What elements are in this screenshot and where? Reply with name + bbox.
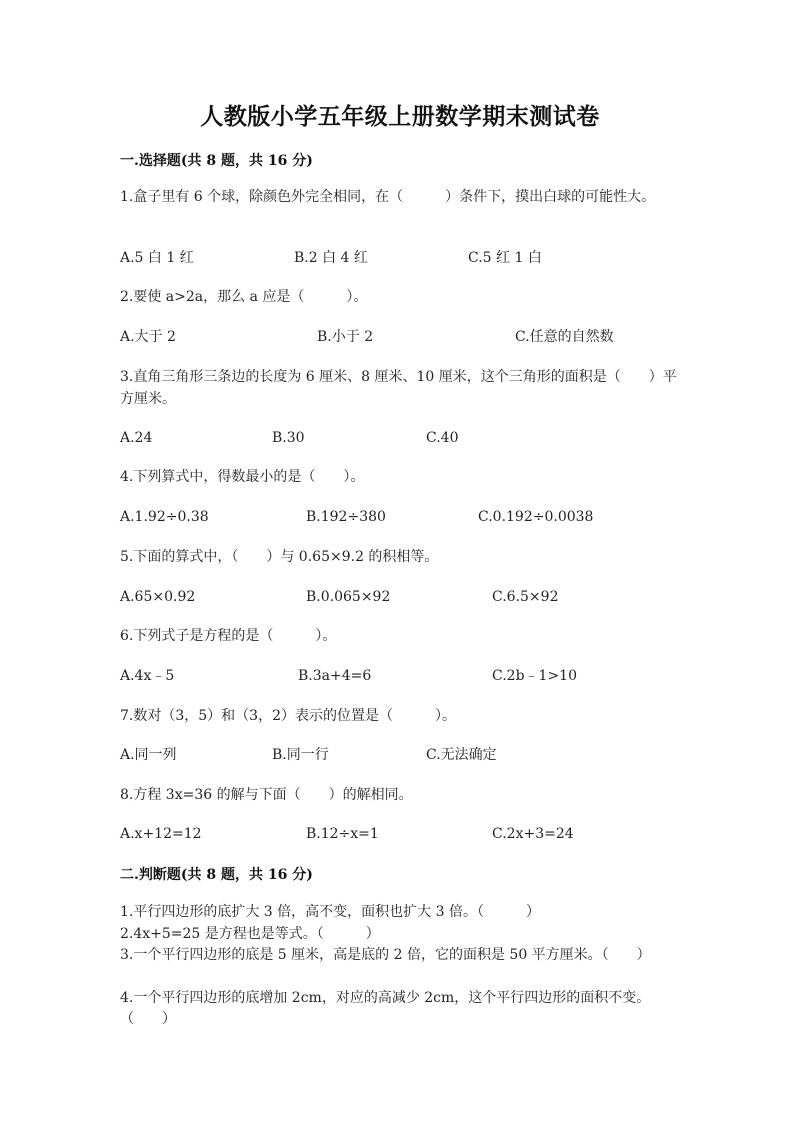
option-a: A.x+12=12 (120, 826, 202, 842)
judgment-item-1: 1.平行四边形的底扩大 3 倍，高不变，面积也扩大 3 倍。（ ） (120, 904, 540, 920)
option-c: C.任意的自然数 (515, 329, 614, 345)
option-b: B.2 白 4 红 (294, 250, 368, 266)
question-1: 1.盒子里有 6 个球，除颜色外完全相同，在（ ）条件下，摸出白球的可能性大。 (120, 189, 656, 205)
option-c: C.无法确定 (426, 747, 497, 763)
option-a: A.65×0.92 (120, 589, 196, 605)
section-heading-choice: 一.选择题(共 8 题，共 16 分) (120, 153, 313, 169)
option-a: A.5 白 1 红 (120, 250, 194, 266)
question-5: 5.下面的算式中，（ ）与 0.65×9.2 的积相等。 (120, 549, 439, 565)
option-b: B.3a+4=6 (298, 668, 372, 684)
option-c: C.5 红 1 白 (468, 250, 542, 266)
judgment-item-3: 3.一个平行四边形的底是 5 厘米，高是底的 2 倍，它的面积是 50 平方厘米。（ ） (120, 947, 651, 963)
question-8: 8.方程 3x=36 的解与下面（ ）的解相同。 (120, 787, 413, 803)
option-a: A.大于 2 (120, 329, 176, 345)
option-b: B.30 (272, 430, 305, 446)
option-b: B.同一行 (272, 747, 329, 763)
section-heading-true-false: 二.判断题(共 8 题，共 16 分) (120, 867, 313, 883)
page-title: 人教版小学五年级上册数学期末测试卷 (200, 103, 600, 130)
option-c: C.6.5×92 (492, 589, 559, 605)
question-2: 2.要使 a>2a，那么 a 应是（ ）。 (120, 289, 368, 305)
question-7: 7.数对（3，5）和（3，2）表示的位置是（ ）。 (120, 708, 456, 724)
question-6: 6.下列式子是方程的是（ ）。 (120, 628, 337, 644)
option-a: A.1.92÷0.38 (120, 509, 209, 525)
option-a: A.同一列 (120, 747, 177, 763)
question-3: 3.直角三角形三条边的长度为 6 厘米、8 厘米、10 厘米，这个三角形的面积是（ ）平方厘米。 (120, 369, 677, 407)
option-c: C.0.192÷0.0038 (478, 509, 594, 525)
option-b: B.0.065×92 (306, 589, 391, 605)
option-b: B.192÷380 (306, 509, 386, 525)
judgment-item-2: 2.4x+5=25 是方程也是等式。（ ） (120, 926, 380, 942)
option-a: A.4x﹣5 (120, 668, 175, 684)
option-c: C.2b﹣1>10 (492, 668, 577, 684)
judgment-item-4: 4.一个平行四边形的底增加 2cm，对应的高减少 2cm，这个平行四边形的面积不变。（ ） (120, 990, 651, 1027)
option-a: A.24 (120, 430, 153, 446)
option-b: B.小于 2 (317, 329, 374, 345)
question-4: 4.下列算式中，得数最小的是（ ）。 (120, 469, 365, 485)
option-c: C.2x+3=24 (492, 826, 574, 842)
option-c: C.40 (426, 430, 459, 446)
option-b: B.12÷x=1 (306, 826, 379, 842)
